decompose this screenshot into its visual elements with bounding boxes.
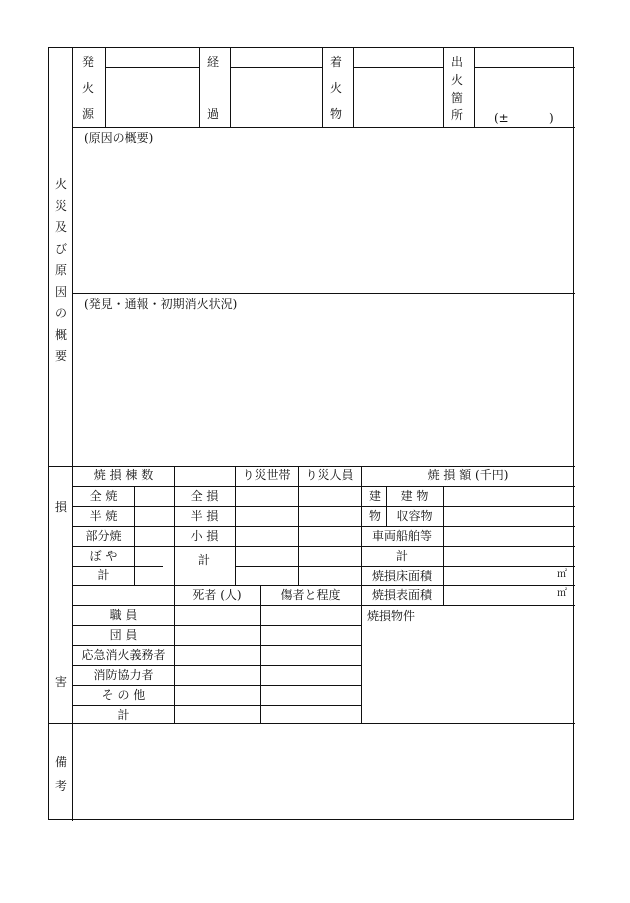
cause-summary-label: (原因の概要) <box>84 131 154 145</box>
fire-cause-char: 原 <box>55 263 68 277</box>
plus-minus-close: ) <box>549 111 554 125</box>
origin-label-2: 火 <box>82 81 95 95</box>
rule <box>73 293 575 294</box>
rule <box>73 486 575 487</box>
rule <box>230 48 231 127</box>
rule <box>443 48 444 127</box>
rule <box>260 585 261 723</box>
rule <box>134 486 135 586</box>
rule <box>199 48 200 127</box>
fire-cause-char: の <box>55 306 68 320</box>
location-label-3: 箇 <box>451 91 464 105</box>
fire-cause-char: 概 <box>55 327 68 342</box>
rule <box>322 48 323 127</box>
rule <box>361 466 362 723</box>
process-label-1: 経 <box>207 55 220 69</box>
sqm-unit-1: ㎡ <box>557 569 567 580</box>
damage-row-label: 小 損 <box>190 529 219 543</box>
plus-minus-open: (± <box>494 111 509 125</box>
fire-cause-char: び <box>55 241 68 256</box>
bldg-sub-contents: 収容物 <box>396 509 433 523</box>
ignited-label-2: 火 <box>330 81 343 95</box>
rule <box>298 466 299 585</box>
building-cat-2: 物 <box>369 509 382 523</box>
damage-row-label: 全 損 <box>190 489 219 503</box>
origin-label-3: 源 <box>82 107 95 121</box>
bldg-sub-building: 建 物 <box>400 489 429 503</box>
rule <box>353 67 443 68</box>
remarks-char: 備 <box>55 755 68 769</box>
fire-cause-char: 及 <box>55 220 68 234</box>
rule <box>230 67 322 68</box>
damage-label-top: 損 <box>55 500 68 514</box>
people-row-label: 応急消火義務者 <box>81 648 166 662</box>
rule <box>105 67 199 68</box>
rule <box>73 546 575 547</box>
injured-header: 傷者と程度 <box>280 588 341 602</box>
rule <box>73 705 361 706</box>
rule <box>73 127 575 128</box>
rule <box>386 486 387 526</box>
location-label-2: 火 <box>451 73 464 87</box>
fire-cause-char: 要 <box>55 349 68 363</box>
rule <box>174 585 175 723</box>
rule <box>73 625 361 626</box>
discovery-label: (発見・通報・初期消火状況) <box>84 297 238 311</box>
people-row-label: 団 員 <box>109 628 138 642</box>
rule <box>73 526 575 527</box>
fire-cause-char: 因 <box>55 284 68 299</box>
rule <box>73 506 575 507</box>
fire-cause-char: 火 <box>55 177 68 191</box>
bldg-row-label: 部分焼 <box>85 529 122 543</box>
rule <box>235 466 236 585</box>
rule <box>73 665 361 666</box>
bldg-row-label: 半 焼 <box>89 509 118 523</box>
bldg-row-label: 全 焼 <box>89 489 118 503</box>
remarks-char: 考 <box>55 779 68 793</box>
building-cat-1: 建 <box>369 489 382 503</box>
damage-row-label: 半 損 <box>190 509 219 523</box>
people-row-label: 消防協力者 <box>93 668 154 682</box>
damage-label-bottom: 害 <box>55 675 68 689</box>
amount-total-label: 計 <box>395 549 408 563</box>
burned-items-label: 焼損物件 <box>367 609 416 623</box>
bldg-row-label: 計 <box>97 568 110 582</box>
rule <box>105 48 106 127</box>
rule <box>353 48 354 127</box>
process-label-2: 過 <box>207 107 220 121</box>
households-header: り災世帯 <box>242 468 291 482</box>
rule <box>474 67 575 68</box>
rule <box>73 645 361 646</box>
surface-area-label: 焼損表面積 <box>371 588 432 602</box>
vehicles-label: 車両船舶等 <box>371 529 432 543</box>
rule <box>361 605 575 606</box>
bldg-count-header: 焼 損 棟 数 <box>93 468 154 482</box>
rule <box>443 486 444 605</box>
amount-header: 焼 損 額 (千円) <box>427 468 509 482</box>
people-row-label: 職 員 <box>109 608 138 622</box>
fire-report-form <box>48 47 574 820</box>
damage-total: 計 <box>197 553 210 567</box>
rule <box>49 723 575 724</box>
origin-label-1: 発 <box>82 55 95 69</box>
dead-header: 死者 (人) <box>192 588 242 602</box>
rule <box>73 605 361 606</box>
rule <box>73 566 163 567</box>
rule <box>73 685 361 686</box>
people-row-label: そ の 他 <box>101 688 146 702</box>
ignited-label-1: 着 <box>330 55 343 69</box>
rule <box>361 566 575 567</box>
floor-area-label: 焼損床面積 <box>371 569 432 583</box>
persons-header: り災人員 <box>305 468 354 482</box>
ignited-label-3: 物 <box>330 107 343 121</box>
sqm-unit-2: ㎡ <box>557 588 567 599</box>
fire-cause-char: 災 <box>55 198 68 213</box>
location-label-4: 所 <box>451 108 464 122</box>
rule <box>474 48 475 127</box>
rule <box>49 466 575 467</box>
bldg-row-label: ぼ や <box>89 549 118 563</box>
people-row-label: 計 <box>117 708 130 722</box>
location-label-1: 出 <box>451 55 464 69</box>
rule <box>73 585 575 586</box>
